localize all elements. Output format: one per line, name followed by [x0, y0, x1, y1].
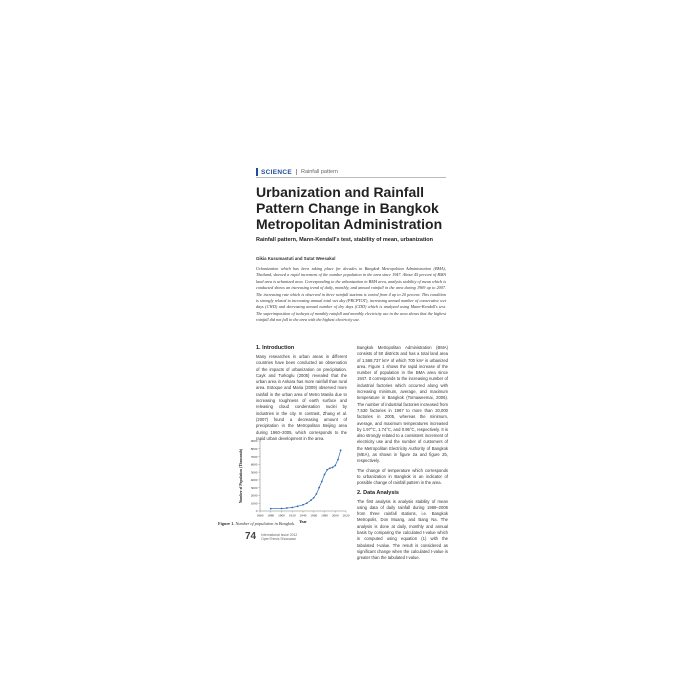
x-tick-label: 1980 — [321, 513, 328, 518]
y-tick-label: 0 — [255, 509, 258, 514]
x-tick-label: 1920 — [288, 513, 296, 518]
article-authors: Gikia Kusumastuti and Sutat Weesakul — [256, 256, 336, 261]
temperature-paragraph: The change of temperature which corresponds to urbanization in Bangkok is an indicator of possible change of rainfall pattern in the area. — [357, 467, 448, 486]
y-tick-label: 7000 — [250, 454, 258, 459]
data-point — [334, 465, 336, 467]
data-point — [270, 508, 272, 510]
data-point — [326, 469, 328, 471]
y-tick-label: 6000 — [250, 462, 258, 467]
page-number: 74 — [245, 531, 257, 542]
y-tick-label: 3000 — [250, 485, 258, 490]
header-separator — [296, 169, 297, 175]
data-point — [321, 481, 323, 483]
footer-text — [261, 533, 297, 541]
y-axis-label: Number of Population (Thousands) — [239, 448, 243, 504]
data-analysis-paragraph: The first analysis is analysis stability of mean using data of daily rainfall during 1969–2006 from three rainfall stations, i.e. Bangkok Metropolis, Don Muang, and Bang Na. The analysis is done at daily, monthly and annual basis by comparing the calculated t-value which is computed using equation (1) with the tabulated t-value. The result is considered as significant change when the calculated t-value is greater than the tabulated t-value. — [357, 498, 448, 561]
data-point — [281, 508, 283, 510]
y-tick-label: 2000 — [250, 493, 258, 498]
x-tick-label: 2000 — [331, 513, 339, 518]
section-header — [256, 168, 338, 176]
section-label: SCIENCE — [261, 168, 292, 176]
data-point — [318, 487, 320, 489]
intro-paragraph: Many researches in urban areas in different countries have been conducted an observation of the impacts of urbanization on precipitation. Cayk and Turkoglu (2005) revealed that the urban area in Ankara has more rainfall than rural area. Estoque and Maria (2009) observed more rainfall in the urban area of Metro Manila due to increasing roughness of earth surface and releasing cloud condensation nuclei by industries in the city. In contrast, Zhang et al. (2007) found a decreasing amount of precipitation in the Metropolitan Beijing area during 1960–2005, which corresponds to the rapid urban development in the area. — [256, 354, 347, 441]
population-chart — [218, 437, 350, 529]
intro-heading: 1. Introduction — [256, 345, 295, 351]
y-tick-label: 1000 — [250, 501, 258, 506]
data-point — [337, 459, 339, 461]
y-tick-label: 4000 — [250, 478, 258, 483]
data-point — [291, 507, 293, 509]
data-point — [316, 493, 318, 495]
y-tick-label: 8000 — [250, 446, 258, 451]
figure-caption — [218, 521, 358, 526]
x-tick-label: 1940 — [299, 513, 307, 518]
x-tick-label: 1880 — [267, 513, 275, 518]
figure-label: Figure 1. — [218, 521, 235, 526]
x-tick-label: 1860 — [256, 513, 264, 518]
left-column — [256, 345, 347, 445]
figure-caption-text: Number of population in Bangkok. — [235, 521, 296, 526]
article-abstract: Urbanization which has been taking place for decades in Bangkok Metropolitan Administration (BMA), Thailand, showed a rapid increment of the number population in the area since 1947. About 45 percent of BMA land area is urbanized area. Corresponding to the urbanization in BMA area, analysis stability of mean which is conducted shows an increasing trend of daily, monthly, and annual rainfall in the area during 1969 up to 2007. The increasing rate which is observed in three rainfall stations is varied from 4 up to 20 percent. This condition is strongly related to increasing annual total wet day (PRCPTOT), increasing annual number of consecutive wet days (CWD) and decreasing annual number of dry days (CDD) which is analyzed using Mann-Kendall's test. The superimposition of isoheyts of monthly rainfall and monthly electricity use in the area shows that the highest rainfall did not fall in the area with the highest electricity use. — [256, 266, 446, 323]
data-point — [324, 474, 326, 476]
footer-line-1: International Issue 2012 — [261, 532, 298, 537]
data-point — [297, 505, 299, 507]
x-tick-label: 2020 — [342, 513, 350, 518]
data-point — [329, 467, 331, 469]
page-footer — [245, 531, 297, 542]
bma-paragraph: Bangkok Metropolitan Administration (BMA) consists of 50 districts and has a total land area of 1,568,737 km² of which 700 km² is urbanized area. Figure 1 shows the rapid increase of the number of population in the BMA area since 1947. It corresponds to the increasing number of industrial factories which occurred along with increasing minimum, average, and maximum temperature in Bangkok (Tornaweemai, 2006). The number of industrial factories increased from 7,530 factories in 1967 to more than 20,000 factories in 2005, whereas the minimum, average, and maximum temperatures increased by 1.97°C, 1.74°C, and 0.95°C, respectively. It is also strongly related to a consistent increment of electricity use and the number of customers of the Metropolitan Electricity Authority of Bangkok (MEA), as shown in figure 2a and figure 2b, respectively. — [357, 345, 449, 464]
y-tick-label: 9000 — [250, 439, 258, 444]
data-point — [313, 497, 315, 499]
section-marker — [256, 168, 258, 176]
y-tick-label: 5000 — [250, 470, 258, 475]
population-chart-svg — [218, 437, 350, 529]
x-axis-label: Year — [299, 520, 307, 524]
data-point — [286, 507, 288, 509]
x-tick-label: 1900 — [278, 513, 285, 518]
data-point — [340, 449, 342, 451]
x-tick-label: 1960 — [310, 513, 318, 518]
data-point — [302, 504, 304, 506]
data-point — [310, 499, 312, 501]
right-column — [357, 345, 448, 565]
article-keywords: Rainfall pattern, Mann-Kendall's test, stability of mean, urbanization — [256, 237, 434, 243]
header-rule — [256, 177, 446, 178]
data-point — [306, 502, 308, 504]
population-series-line — [271, 450, 341, 508]
article-title: Urbanization and Rainfall Pattern Change in Bangkok Metropolitan Administration — [256, 184, 443, 232]
data-point — [332, 467, 334, 469]
data-analysis-heading: 2. Data Analysis — [357, 489, 399, 496]
section-topic: Rainfall pattern — [301, 169, 338, 175]
footer-line-2: OpenThesis Showcase — [261, 536, 296, 541]
